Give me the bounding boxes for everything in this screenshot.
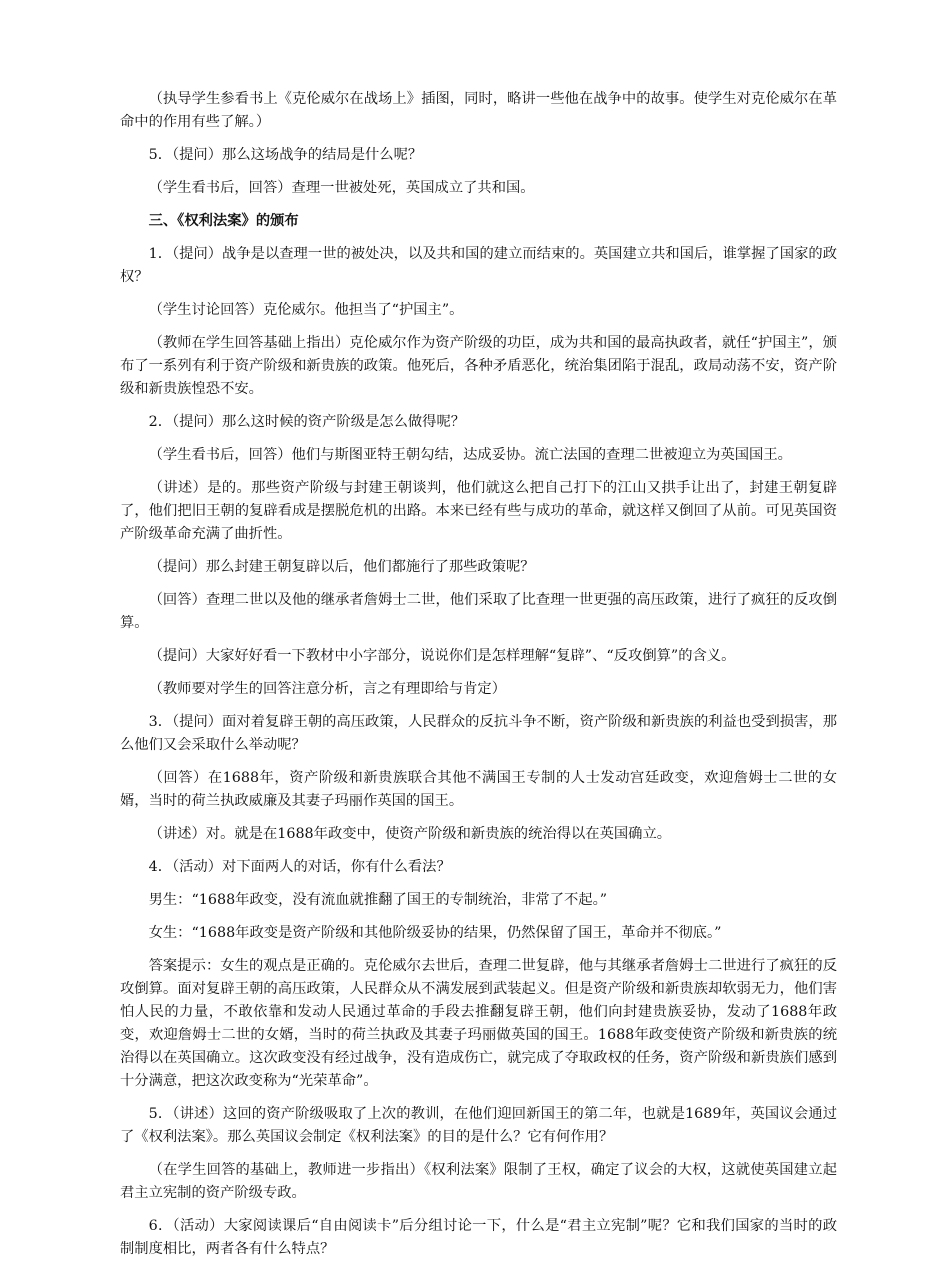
question-1: 1．（提问）战争是以查理一世的被处决，以及共和国的建立而结束的。英国建立共和国后，谁掌握了国家的政权？ — [120, 246, 837, 285]
question-3: 3．（提问）面对着复辟王朝的高压政策，人民群众的反抗斗争不断，资产阶级和新贵族的利益也受到损害，那么他们又会采取什么举动呢？ — [120, 714, 837, 753]
paragraph: （提问）大家好好看一下教材中小字部分，说说你们是怎样理解“复辟”、“反攻倒算”的含义。 — [148, 648, 736, 664]
paragraph: （教师要对学生的回答注意分析，言之有理即给与肯定） — [148, 681, 507, 697]
paragraph: （学生讨论回答）克伦威尔。他担当了“护国主”。 — [148, 302, 464, 318]
section-heading: 三、《权利法案》的颁布 — [148, 213, 299, 229]
question-2: 2．（提问）那么这时候的资产阶级是怎么做得呢？ — [148, 414, 466, 430]
paragraph: （讲述）是的。那些资产阶级与封建王朝谈判，他们就这么把自己打下的江山又拱手让出了，封建王朝复辟了，他们把旧王朝的复辟看成是摆脱危机的出路。本来已经有些与成功的革命，就这样又倒回了从前。可见英国资产阶级革命充满了曲折性。 — [120, 480, 837, 542]
question-4: 4．（活动）对下面两人的对话，你有什么看法？ — [148, 859, 451, 875]
dialogue-male: 男生：“1688年政变，没有流血就推翻了国王的专制统治，非常了不起。” — [148, 892, 608, 908]
paragraph: （回答）查理二世以及他的继承者詹姆士二世，他们采取了比查理一世更强的高压政策，进行了疯狂的反攻倒算。 — [120, 592, 837, 631]
paragraph: （回答）在1688年，资产阶级和新贵族联合其他不满国王专制的人士发动宫廷政变，欢迎詹姆士二世的女婿，当时的荷兰执政威廉及其妻子玛丽作英国的国王。 — [120, 770, 837, 809]
answer-hint: 答案提示：女生的观点是正确的。克伦威尔去世后，查理二世复辟，他与其继承者詹姆士二世进行了疯狂的反攻倒算。面对复辟王朝的高压政策，人民群众从不满发展到武装起义。但是资产阶级和新贵族却软弱无力，他们害怕人民的力量，不敢依靠和发动人民通过革命的手段去推翻复辟王朝，他们向封建贵族妥协，发动了1688年政变，欢迎詹姆士二世的女婿，当时的荷兰执政及其妻子玛丽做英国的国王。1688年政变使资产阶级和新贵族的统治得以在英国确立。这次政变没有经过战争，没有造成伤亡，就完成了夺取政权的任务，资产阶级和新贵族们感到十分满意，把这次政变称为“光荣革命”。 — [120, 958, 837, 1089]
paragraph: （学生看书后，回答）他们与斯图亚特王朝勾结，达成妥协。流亡法国的查理二世被迎立为英国国王。 — [148, 447, 792, 463]
paragraph: （教师在学生回答基础上指出）克伦威尔作为资产阶级的功臣，成为共和国的最高执政者，就任“护国主”，颁布了一系列有利于资产阶级和新贵族的政策。他死后，各种矛盾恶化，统治集团陷于混乱，政局动荡不安，资产阶级和新贵族惶恐不安。 — [120, 335, 837, 397]
paragraph: （执导学生参看书上《克伦威尔在战场上》插图，同时，略讲一些他在战争中的故事。使学生对克伦威尔在革命中的作用有些了解。） — [120, 91, 837, 130]
paragraph: （提问）那么封建王朝复辟以后，他们都施行了那些政策呢？ — [148, 559, 535, 575]
question-5: 5．（提问）那么这场战争的结局是什么呢？ — [148, 147, 423, 163]
paragraph: （讲述）对。就是在1688年政变中，使资产阶级和新贵族的统治得以在英国确立。 — [148, 826, 672, 842]
paragraph: （在学生回答的基础上，教师进一步指出）《权利法案》限制了王权，确定了议会的大权，这就使英国建立起君主立宪制的资产阶级专政。 — [120, 1162, 837, 1201]
dialogue-female: 女生：“1688年政变是资产阶级和其他阶级妥协的结果，仍然保留了国王，革命并不彻底。” — [148, 925, 722, 941]
question-6: 6．（活动）大家阅读课后“自由阅读卡”后分组讨论一下，什么是“君主立宪制”呢？它和我们国家的当时的政制制度相比，两者各有什么特点？ — [120, 1218, 837, 1257]
paragraph: （学生看书后，回答）查理一世被处死，英国成立了共和国。 — [148, 180, 535, 196]
question-5b: 5．（讲述）这回的资产阶级吸取了上次的教训，在他们迎回新国王的第二年，也就是1689年，英国议会通过了《权利法案》。那么英国议会制定《权利法案》的目的是什么？它有何作用？ — [120, 1106, 837, 1145]
